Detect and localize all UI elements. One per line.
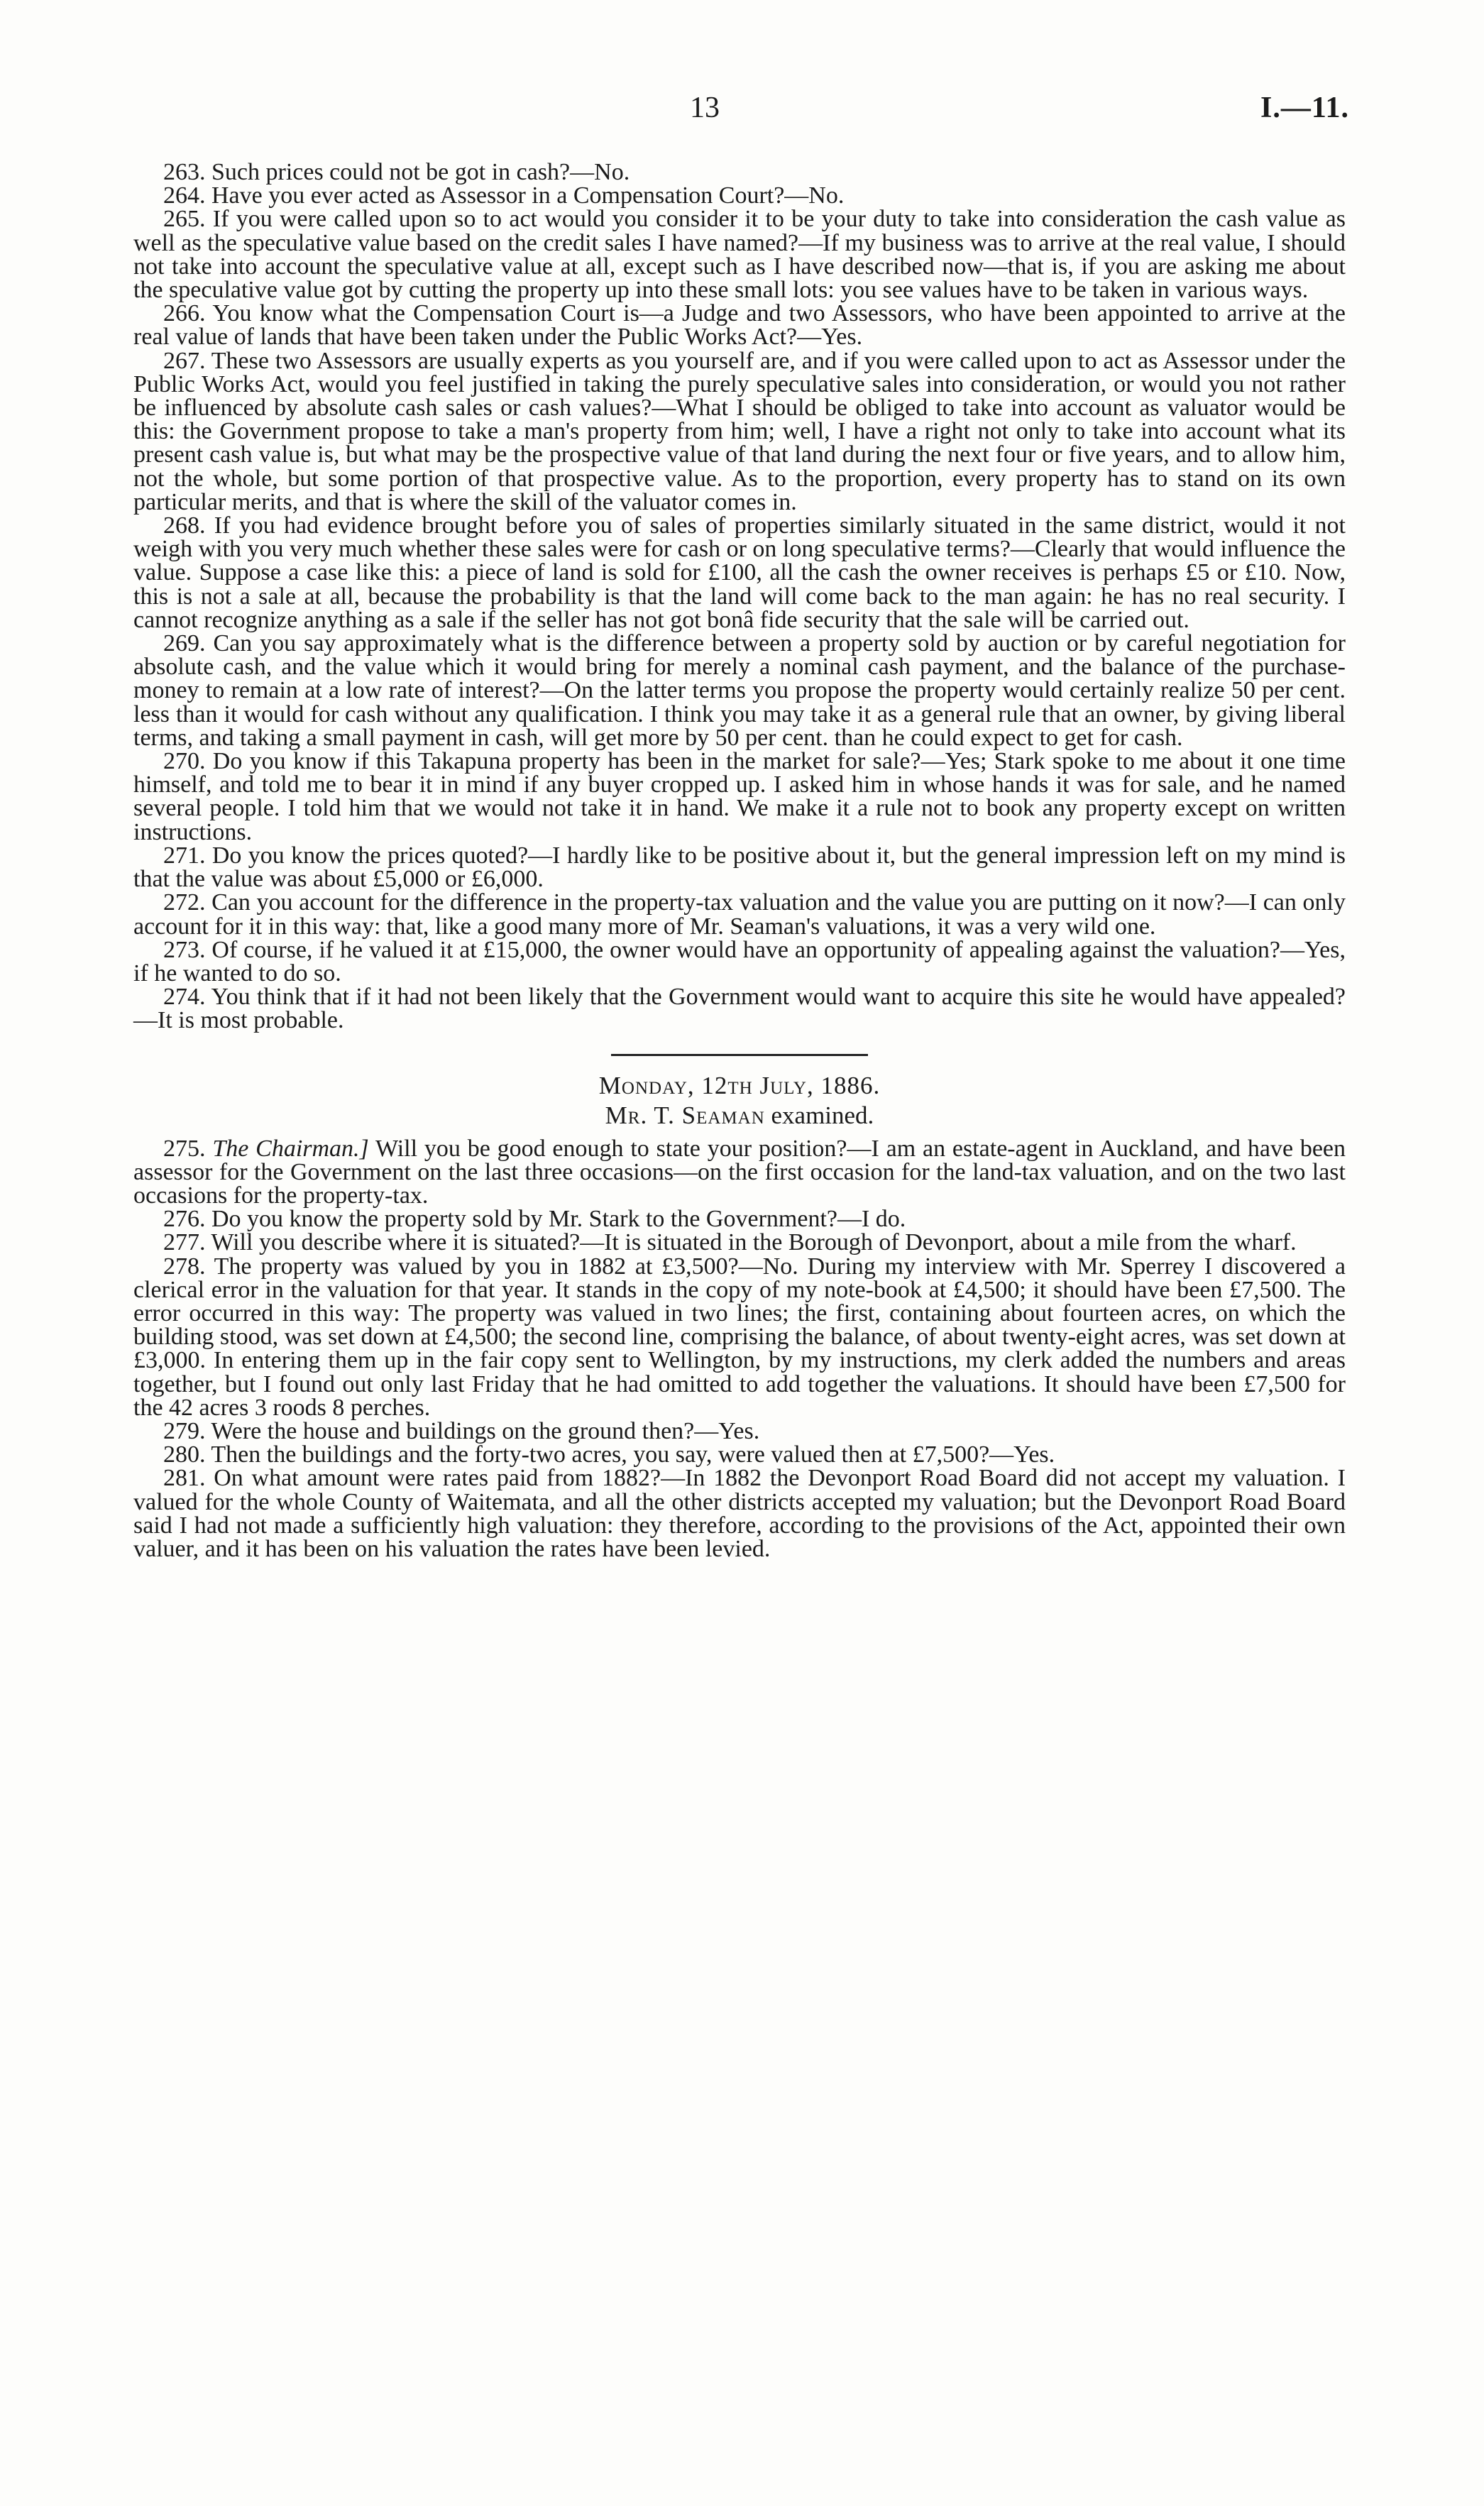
question-269: 269. Can you say approximately what is the difference between a property sold by auction or by careful negotiation for absolute cash, and the value which it would bring for merely a nominal cash payment, and the balance of the purchase-money to remain at a low rate of interest?—On the latter terms you propose the property would certainly realize 50 per cent. less than it would for cash without any qualification. I think you may take it as a general rule that an owner, by giving liberal terms, and taking a small payment in cash, will get more by 50 per cent. than he could expect to get for cash. — [133, 630, 1346, 751]
witness-suffix: examined. — [764, 1101, 874, 1129]
question-275-speaker: The Chairman.] — [212, 1135, 369, 1162]
question-280: 280. Then the buildings and the forty-two acres, you say, were valued then at £7,500?—Yes. — [163, 1441, 1055, 1468]
witness-heading — [133, 1101, 1346, 1130]
question-268: 268. If you had evidence brought before you of sales of properties similarly situated in the same district, would it not weigh with you very much whether these sales were for cash or on long speculative terms?—Clearly that would influence the value. Suppose a case like this: a piece of land is sold for £100, all the cash the owner receives is perhaps £5 or £10. Now, this is not a sale at all, because the probability is that the land will come back to the man again: he has no real security. I cannot recognize anything as a sale if the seller has not got bonâ fide security that the sale will be carried out. — [133, 512, 1346, 633]
question-274: 274. You think that if it had not been likely that the Government would want to acquire this site he would have appealed?—It is most probable. — [133, 984, 1346, 1034]
question-275 — [133, 1137, 1346, 1208]
question-277: 277. Will you describe where it is situated?—It is situated in the Borough of Devonport, about a mile from the wharf. — [163, 1229, 1297, 1256]
question-263: 263. Such prices could not be got in cash?—No. — [163, 159, 630, 185]
question-267: 267. These two Assessors are usually experts as you yourself are, and if you were called upon to act as Assessor under the Public Works Act, would you feel justified in taking the purely speculative sales into consideration, or would you not rather be influenced by absolute cash sales or cash values?—What I should be obliged to take into account as valuator would be this: the Government propose to take a man's property from him; well, I have a right not only to take into account what its present cash value is, but what may be the prospective value of that land during the next four or five years, and to allow him, not the whole, but some portion of that prospective value. As to the proportion, every property has to stand on its own particular merits, and that is where the skill of the valuator comes in. — [133, 347, 1346, 515]
question-266: 266. You know what the Compensation Court is—a Judge and two Assessors, who have been appointed to arrive at the real value of lands that have been taken under the Public Works Act?—Yes. — [133, 300, 1346, 351]
sitting-date: Monday, 12th July, 1886. — [598, 1071, 881, 1099]
question-279: 279. Were the house and buildings on the ground then?—Yes. — [163, 1417, 760, 1444]
question-275-text: Will you be good enough to state your position?—I am an estate-agent in Auckland, and have been assessor for the Government on the last three occasions—on the first occasion for the land-tax valuation, and on the two last occasions for the property-tax. — [133, 1135, 1346, 1209]
question-270: 270. Do you know if this Takapuna property has been in the market for sale?—Yes; Stark spoke to me about it one time himself, and told me to bear it in mind if any buyer cropped up. I asked him in whose hands it was for sale, and he named several people. I told him that we would not take it in hand. We make it a rule not to book any property except on written instructions. — [133, 748, 1346, 845]
question-272: 272. Can you account for the difference in the property-tax valuation and the value you are putting on it now?—I can only account for it in this way: that, like a good many more of Mr. Seaman's valuations, it was a very wild one. — [133, 889, 1346, 940]
question-264: 264. Have you ever acted as Assessor in a Compensation Court?—No. — [163, 182, 845, 209]
section-divider — [611, 1054, 868, 1056]
page-number: 13 — [690, 92, 720, 124]
question-265: 265. If you were called upon so to act would you consider it to be your duty to take into consideration the cash value as well as the speculative value based on the credit sales I have named?—If my business was to arrive at the real value, I should not take into account the speculative value at all, except such as I have described now—that is, if you are asking me about the speculative value got by cutting the property up into these small lots: you see values have to be taken in various ways. — [133, 206, 1346, 304]
question-275-number: 275. — [163, 1135, 206, 1162]
document-body — [133, 160, 1346, 1561]
witness-name: Mr. T. Seaman — [605, 1101, 765, 1129]
question-278: 278. The property was valued by you in 1882 at £3,500?—No. During my interview with Mr. Sperrey I discovered a clerical error in the valuation for that year. It stands in the copy of my note-book at £4,500; it should have been £7,500. The error occurred in this way: The property was valued in two lines; the first, containing about fourteen acres, on which the building stood, was set down at £4,500; the second line, comprising the balance, of about twenty-eight acres, was set down at £3,000. In entering them up in the fair copy sent to Wellington, by my instructions, my clerk added the numbers and areas together, but I found out only last Friday that he had omitted to add together the valuations. It should have been £7,500 for the 42 acres 3 roods 8 perches. — [133, 1253, 1346, 1421]
page-header — [0, 91, 1484, 133]
question-281: 281. On what amount were rates paid from 1882?—In 1882 the Devonport Road Board did not accept my valuation. I valued for the whole County of Waitemata, and all the other districts accepted my valuation; but the Devonport Road Board said I had not made a sufficiently high valuation: they therefore, according to the provisions of the Act, appointed their own valuer, and it has been on his valuation the rates have been levied. — [133, 1465, 1346, 1562]
document-reference: I.—11. — [1260, 92, 1349, 124]
question-271: 271. Do you know the prices quoted?—I hardly like to be positive about it, but the general impression left on my mind is that the value was about £5,000 or £6,000. — [133, 842, 1346, 893]
question-273: 273. Of course, if he valued it at £15,000, the owner would have an opportunity of appealing against the valuation?—Yes, if he wanted to do so. — [133, 936, 1346, 987]
question-276: 276. Do you know the property sold by Mr. Stark to the Government?—I do. — [163, 1206, 906, 1233]
